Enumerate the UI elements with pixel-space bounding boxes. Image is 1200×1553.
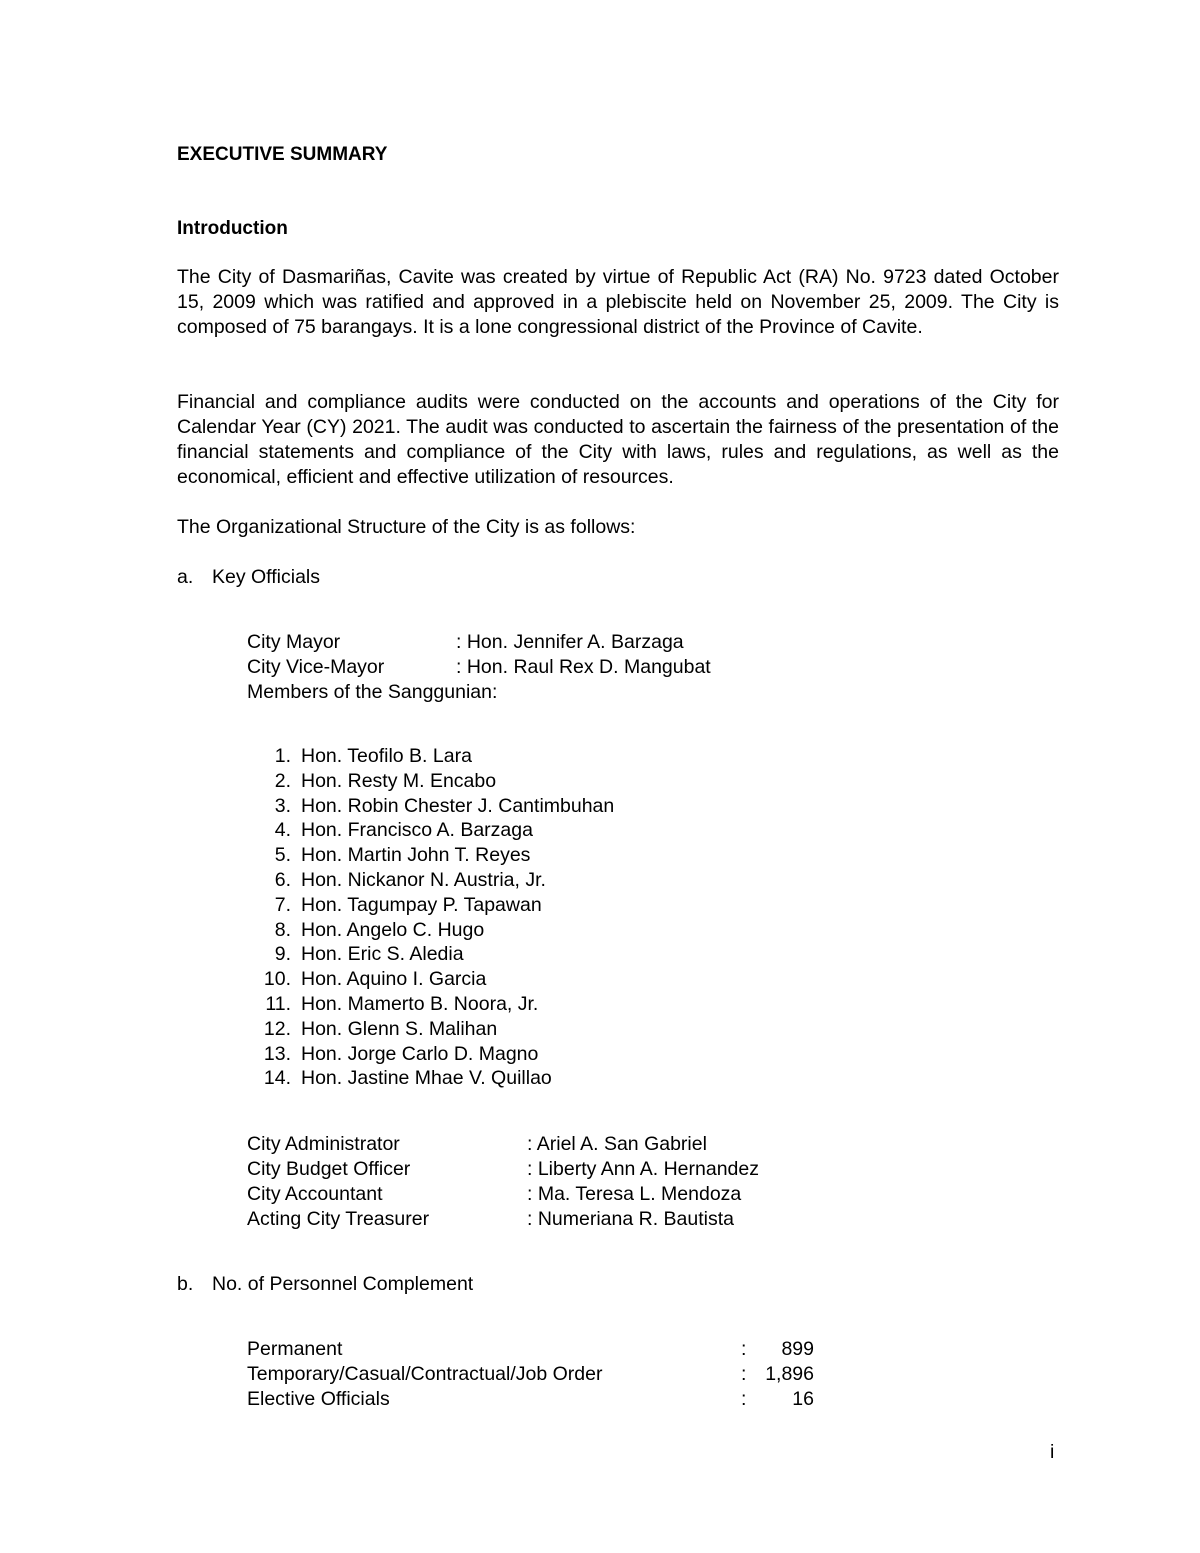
audit-paragraph: Financial and compliance audits were conducted on the accounts and operations of the City for Calendar Year (CY) 2021. The audit was conducted to ascertain the fairness of the presentation of the financial statements and compliance of the City with laws, rules and regulations, as well as the economical, efficient and effective utilization of resources. xyxy=(177,391,1059,488)
section-key-officials-heading xyxy=(177,565,320,590)
official-role: City Administrator xyxy=(247,1133,400,1155)
personnel-count: 1,896 xyxy=(765,1363,814,1385)
item-number: 7. xyxy=(274,893,291,916)
official-row xyxy=(247,1157,847,1182)
item-number: 9. xyxy=(274,943,291,966)
page-number: i xyxy=(1050,1441,1055,1463)
item-number: 6. xyxy=(274,868,291,891)
org-structure-paragraph: The Organizational Structure of the City is as follows: xyxy=(177,516,636,538)
section-label: b. xyxy=(177,1273,194,1295)
official-role: City Accountant xyxy=(247,1183,383,1205)
item-number: 11. xyxy=(265,992,291,1015)
personnel-row xyxy=(247,1337,814,1362)
official-role: City Mayor xyxy=(247,631,341,653)
intro-paragraph: The City of Dasmariñas, Cavite was created by virtue of Republic Act (RA) No. 9723 dated October 15, 2009 which was ratified and approved in a plebiscite held on November 25, 2009. The City is composed of 75 barangays. It is a lone congressional district of the Province of Cavite. xyxy=(177,266,1059,338)
member-name: Hon. Aquino I. Garcia xyxy=(301,968,487,991)
document-title: EXECUTIVE SUMMARY xyxy=(177,144,388,165)
personnel-category: Permanent xyxy=(247,1338,343,1360)
member-name: Hon. Resty M. Encabo xyxy=(301,769,497,792)
personnel-row xyxy=(247,1387,814,1412)
members-label: Members of the Sanggunian: xyxy=(247,681,498,703)
official-row xyxy=(247,630,847,655)
member-name: Hon. Angelo C. Hugo xyxy=(301,918,485,941)
official-row xyxy=(247,655,847,680)
official-name: : Hon. Raul Rex D. Mangubat xyxy=(456,656,711,678)
personnel-colon: : xyxy=(741,1338,747,1360)
item-number: 1. xyxy=(274,745,291,767)
item-number: 14. xyxy=(263,1067,291,1090)
section-personnel-heading xyxy=(177,1272,473,1297)
personnel-category: Elective Officials xyxy=(247,1388,390,1410)
personnel-row xyxy=(247,1362,814,1387)
section-title: Key Officials xyxy=(212,566,321,588)
member-name: Hon. Eric S. Aledia xyxy=(301,943,464,966)
personnel-category: Temporary/Casual/Contractual/Job Order xyxy=(247,1363,603,1385)
official-row xyxy=(247,1132,847,1157)
official-row xyxy=(247,1182,847,1207)
section-label: a. xyxy=(177,566,194,588)
member-name: Hon. Jastine Mhae V. Quillao xyxy=(301,1067,552,1090)
item-number: 5. xyxy=(274,844,291,867)
official-name: : Numeriana R. Bautista xyxy=(527,1208,735,1230)
item-number: 10. xyxy=(263,968,291,991)
item-number: 8. xyxy=(274,918,291,941)
item-number: 2. xyxy=(274,769,291,792)
personnel-count: 899 xyxy=(781,1338,814,1360)
personnel-count: 16 xyxy=(792,1388,814,1410)
section-title: No. of Personnel Complement xyxy=(212,1273,474,1295)
personnel-colon: : xyxy=(741,1363,747,1385)
item-number: 12. xyxy=(263,1017,291,1040)
official-role: Acting City Treasurer xyxy=(247,1208,430,1230)
official-name: : Ariel A. San Gabriel xyxy=(527,1133,707,1155)
official-name: : Liberty Ann A. Hernandez xyxy=(527,1158,759,1180)
official-row xyxy=(247,1207,847,1232)
member-name: Hon. Glenn S. Malihan xyxy=(301,1017,498,1040)
member-name: Hon. Jorge Carlo D. Magno xyxy=(301,1042,539,1065)
member-name: Hon. Nickanor N. Austria, Jr. xyxy=(301,868,546,891)
official-role: City Vice-Mayor xyxy=(247,656,385,678)
member-name: Hon. Francisco A. Barzaga xyxy=(301,819,533,842)
member-name: Hon. Teofilo B. Lara xyxy=(301,745,472,767)
official-name: : Ma. Teresa L. Mendoza xyxy=(527,1183,742,1205)
member-name: Hon. Martin John T. Reyes xyxy=(301,844,531,867)
personnel-colon: : xyxy=(741,1388,747,1410)
member-name: Hon. Robin Chester J. Cantimbuhan xyxy=(301,794,615,817)
official-role: City Budget Officer xyxy=(247,1158,411,1180)
member-name: Hon. Tagumpay P. Tapawan xyxy=(301,893,542,916)
introduction-heading: Introduction xyxy=(177,218,288,239)
item-number: 3. xyxy=(274,794,291,817)
member-name: Hon. Mamerto B. Noora, Jr. xyxy=(301,992,539,1015)
item-number: 13. xyxy=(263,1042,291,1065)
item-number: 4. xyxy=(274,819,291,842)
official-name: : Hon. Jennifer A. Barzaga xyxy=(456,631,684,653)
